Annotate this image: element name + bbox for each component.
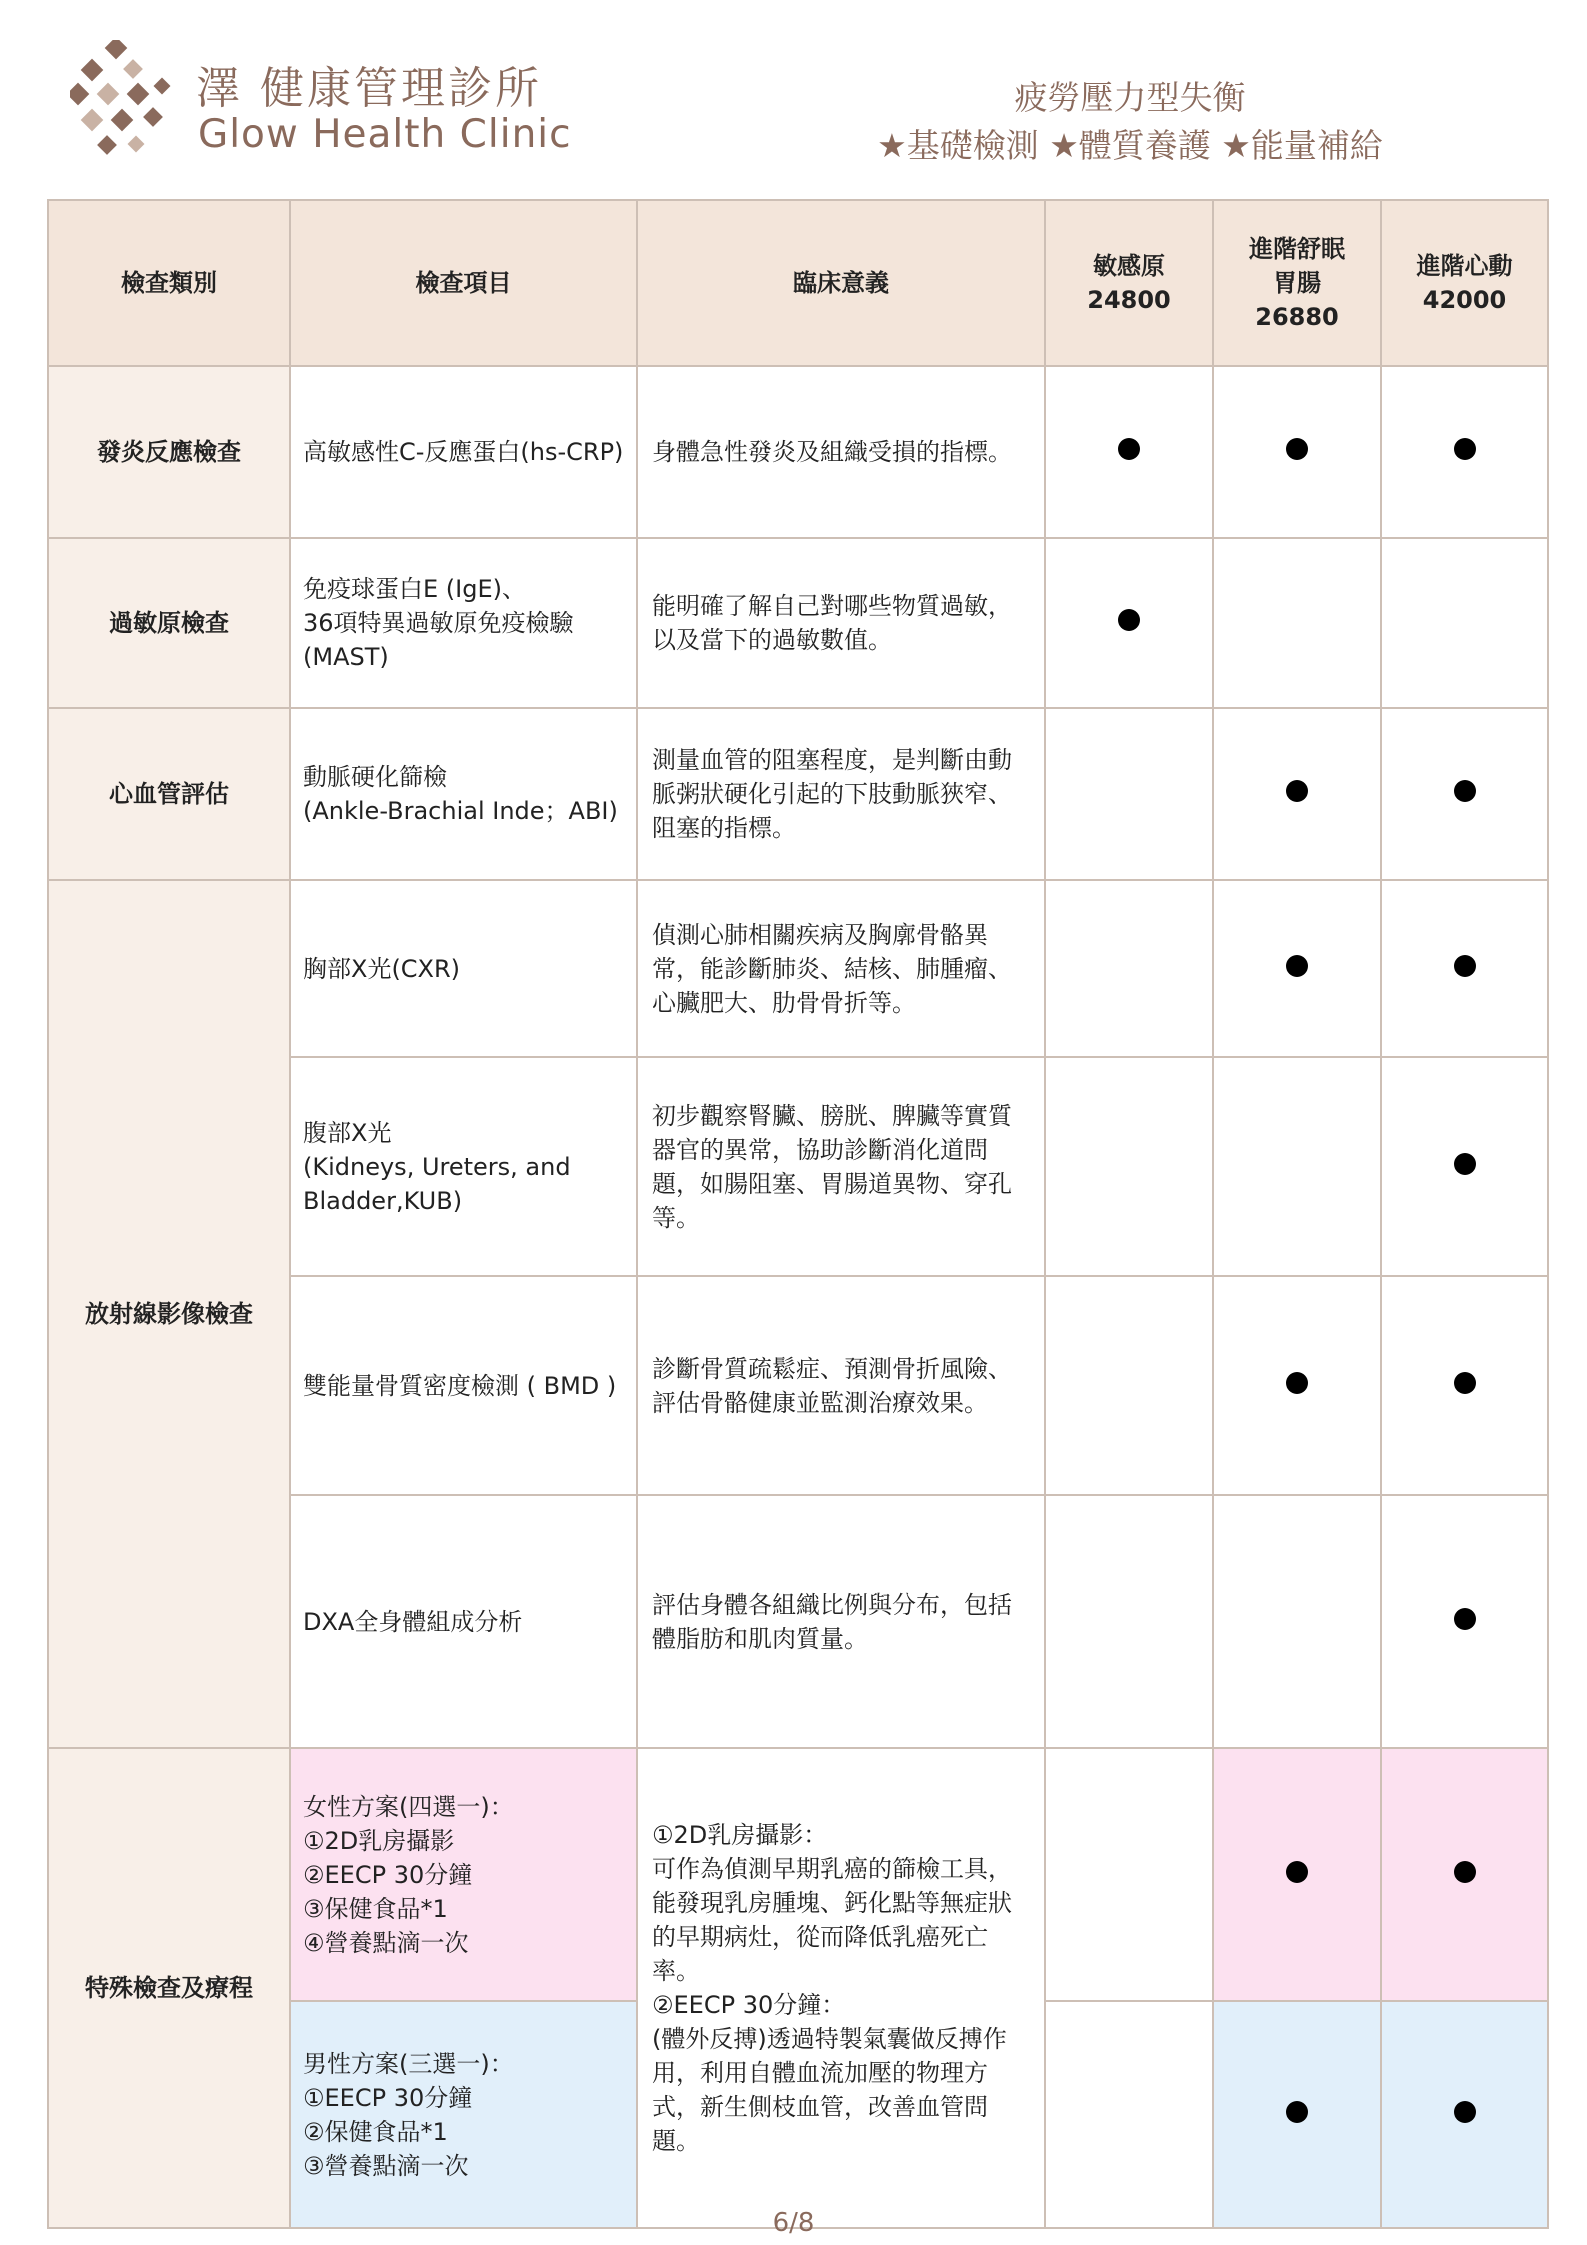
plan-price: 26880 <box>1255 303 1339 331</box>
exam-item-cell: 雙能量骨質密度檢測 ( BMD ) <box>290 1276 637 1495</box>
inclusion-cell <box>1213 1495 1381 1748</box>
included-dot-icon <box>1286 955 1308 977</box>
exam-item-cell: 高敏感性C-反應蛋白(hs-CRP) <box>290 366 637 538</box>
inclusion-cell <box>1045 1057 1213 1276</box>
clinical-meaning-cell: 評估身體各組織比例與分布，包括 體脂肪和肌肉質量。 <box>637 1495 1045 1748</box>
clinic-name-cn: 澤 健康管理診所 <box>196 63 542 114</box>
inclusion-cell <box>1381 2001 1548 2228</box>
inclusion-cell <box>1045 708 1213 880</box>
plan-name: 進階舒眠胃腸 <box>1249 235 1345 297</box>
header-meaning: 臨床意義 <box>637 200 1045 366</box>
plan-price: 42000 <box>1422 286 1507 314</box>
inclusion-cell <box>1381 538 1548 708</box>
category-cell: 心血管評估 <box>48 708 290 880</box>
clinical-meaning-cell: 身體急性發炎及組織受損的指標。 <box>637 366 1045 538</box>
table-row <box>48 708 1548 880</box>
inclusion-cell <box>1045 538 1213 708</box>
inclusion-cell <box>1381 880 1548 1057</box>
included-dot-icon <box>1286 1372 1308 1394</box>
included-dot-icon <box>1454 780 1476 802</box>
inclusion-cell <box>1213 538 1381 708</box>
table-row <box>48 880 1548 1057</box>
inclusion-cell <box>1213 366 1381 538</box>
included-dot-icon <box>1118 609 1140 631</box>
clinical-meaning-cell: 診斷骨質疏鬆症、預測骨折風險、 評估骨骼健康並監測治療效果。 <box>637 1276 1045 1495</box>
table-row <box>48 1748 1548 2001</box>
inclusion-cell <box>1213 1276 1381 1495</box>
header-category: 檢查類別 <box>48 200 290 366</box>
exam-item-cell: 腹部X光 (Kidneys, Ureters, and Bladder,KUB) <box>290 1057 637 1276</box>
inclusion-cell <box>1045 880 1213 1057</box>
clinic-name-en: Glow Health Clinic <box>198 112 572 157</box>
clinical-meaning-cell: 初步觀察腎臟、膀胱、脾臟等實質 器官的異常，協助診斷消化道問 題，如腸阻塞、胃腸道異物、穿孔 等。 <box>637 1057 1045 1276</box>
exam-item-cell: 動脈硬化篩檢 (Ankle-Brachial Inde；ABI) <box>290 708 637 880</box>
inclusion-cell <box>1045 366 1213 538</box>
included-dot-icon <box>1454 1608 1476 1630</box>
table-row <box>48 366 1548 538</box>
included-dot-icon <box>1286 438 1308 460</box>
clinical-meaning-cell: 偵測心肺相關疾病及胸廓骨骼異 常，能診斷肺炎、結核、肺腫瘤、 心臟肥大、肋骨骨折等。 <box>637 880 1045 1057</box>
page-number: 6/8 <box>772 2208 815 2238</box>
plan-title: 疲勞壓力型失衡 <box>1014 78 1246 117</box>
inclusion-cell <box>1381 708 1548 880</box>
exam-item-cell: 免疫球蛋白E (IgE)、 36項特異過敏原免疫檢驗 (MAST) <box>290 538 637 708</box>
included-dot-icon <box>1454 1861 1476 1883</box>
exam-item-cell: 男性方案(三選一)： ①EECP 30分鐘 ②保健食品*1 ③營養點滴一次 <box>290 2001 637 2228</box>
header-item: 檢查項目 <box>290 200 637 366</box>
inclusion-cell <box>1213 2001 1381 2228</box>
included-dot-icon <box>1454 1153 1476 1175</box>
included-dot-icon <box>1454 1372 1476 1394</box>
category-cell: 發炎反應檢查 <box>48 366 290 538</box>
included-dot-icon <box>1286 1861 1308 1883</box>
inclusion-cell <box>1213 1748 1381 2001</box>
page-header <box>0 0 1587 195</box>
included-dot-icon <box>1454 955 1476 977</box>
included-dot-icon <box>1118 438 1140 460</box>
inclusion-cell <box>1045 2001 1213 2228</box>
table-header-row <box>48 200 1548 366</box>
plan-price: 24800 <box>1087 286 1171 314</box>
inclusion-cell <box>1381 366 1548 538</box>
included-dot-icon <box>1454 2101 1476 2123</box>
inclusion-cell <box>1381 1748 1548 2001</box>
inclusion-cell <box>1045 1495 1213 1748</box>
plan-tagline: ★基礎檢測 ★體質養護 ★能量補給 <box>877 126 1383 165</box>
inclusion-cell <box>1213 880 1381 1057</box>
inclusion-cell <box>1381 1057 1548 1276</box>
category-cell: 放射線影像檢查 <box>48 880 290 1748</box>
category-cell: 特殊檢查及療程 <box>48 1748 290 2228</box>
inclusion-cell <box>1381 1495 1548 1748</box>
category-cell: 過敏原檢查 <box>48 538 290 708</box>
inclusion-cell <box>1213 708 1381 880</box>
exam-table <box>47 199 1549 2229</box>
included-dot-icon <box>1454 438 1476 460</box>
plan-name: 敏感原 <box>1093 252 1165 280</box>
table-row <box>48 538 1548 708</box>
inclusion-cell <box>1045 1276 1213 1495</box>
clinic-logo-icon <box>70 40 180 160</box>
header-plan-heart <box>1381 200 1548 366</box>
included-dot-icon <box>1286 780 1308 802</box>
inclusion-cell <box>1381 1276 1548 1495</box>
header-plan-sleep-gut <box>1213 200 1381 366</box>
clinical-meaning-cell: 測量血管的阻塞程度，是判斷由動 脈粥狀硬化引起的下肢動脈狹窄、 阻塞的指標。 <box>637 708 1045 880</box>
inclusion-cell <box>1213 1057 1381 1276</box>
plan-name: 進階心動 <box>1416 252 1513 280</box>
clinical-meaning-cell: 能明確了解自己對哪些物質過敏， 以及當下的過敏數值。 <box>637 538 1045 708</box>
exam-item-cell: 女性方案(四選一)： ①2D乳房攝影 ②EECP 30分鐘 ③保健食品*1 ④營養點滴一次 <box>290 1748 637 2001</box>
exam-item-cell: 胸部X光(CXR) <box>290 880 637 1057</box>
inclusion-cell <box>1045 1748 1213 2001</box>
exam-item-cell: DXA全身體組成分析 <box>290 1495 637 1748</box>
included-dot-icon <box>1286 2101 1308 2123</box>
clinical-meaning-cell: ①2D乳房攝影： 可作為偵測早期乳癌的篩檢工具， 能發現乳房腫塊、鈣化點等無症狀 的早期病灶，從而降低乳癌死亡 率。 ②EECP 30分鐘： (體外反搏)透過特製氣囊做反搏作 用，利用自體血流加壓的物理方 式，新生側枝血管，改善血管問 題。 <box>637 1748 1045 2228</box>
header-plan-allergy <box>1045 200 1213 366</box>
